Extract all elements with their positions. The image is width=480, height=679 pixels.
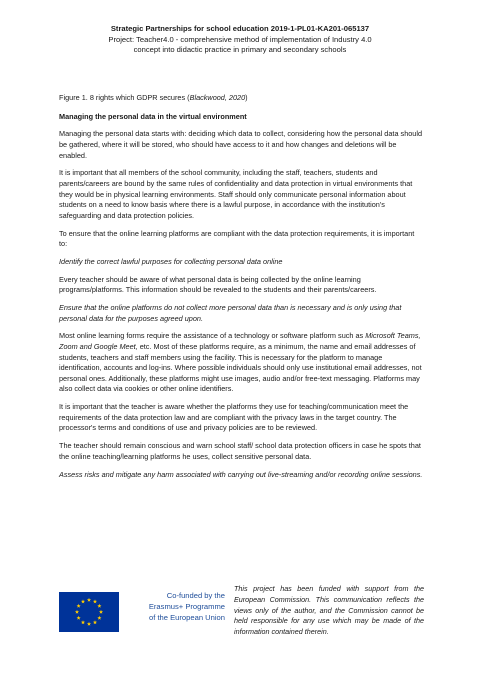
lawful-purposes-note: Identify the correct lawful purposes for collecting personal data online bbox=[59, 256, 283, 266]
paragraph-2: It is important that all members of the school community, including the staff, teachers, students and parents/careers are bound by the same rules of confidentiality and data protection in virtual environments that they would be in physical learning environments. Staff should only communicate personal information about students on a need to know basis where there is a lawful purpose, in accordance with the institution's safeguarding and data protection policies. bbox=[59, 168, 413, 220]
eu-line-2: Erasmus+ Programme bbox=[148, 602, 225, 611]
paragraph-6 bbox=[59, 303, 423, 324]
project-subtitle-line2: concept into didactic practice in primary and secondary schools bbox=[133, 45, 347, 54]
page-footer bbox=[59, 584, 424, 644]
eu-line-3: of the European Union bbox=[149, 613, 225, 622]
paragraph-1: Managing the personal data starts with: deciding which data to collect, considering how the personal data should be gathered, where it will be stored, who should have access to it and how changes and deletions will be enabled. bbox=[59, 129, 423, 160]
erasmus-cofunding-label bbox=[125, 590, 225, 623]
page-header bbox=[60, 24, 420, 56]
minimal-data-note: Ensure that the online platforms do not collect more personal data than is necessary and is only using that personal data for the purposes agreed upon. bbox=[59, 303, 402, 323]
platform-names: Microsoft Teams, Zoom and Google Meet, bbox=[59, 331, 421, 351]
paragraph-5: Every teacher should be aware of what personal data is being collected by the online learning programs/platforms. This information should be revealed to the students and their parents/careers. bbox=[59, 274, 377, 295]
eu-flag-icon bbox=[59, 592, 119, 632]
figure-caption bbox=[59, 93, 423, 104]
paragraph-7 bbox=[59, 331, 423, 395]
paragraph-10 bbox=[59, 470, 423, 481]
section-heading: Managing the personal data in the virtual environment bbox=[59, 111, 247, 121]
funding-disclaimer: This project has been funded with support from the European Commission. This communication reflects the views only of the author, and the Commission cannot be held responsible for any use which may be made of the information contained therein. bbox=[234, 584, 424, 637]
p7-end: etc. Most of these platforms require, as a minimum, the name and email addresses of students, teachers and staff members using the facility. This is necessary for the platform to manage identification, accounts and log-ins. Where possible individuals should only use institutional email addresses, not personal ones. Additionally, these platforms might use images, audio and/or free-text messaging. Platforms may also collect data via cookies or other online identifiers. bbox=[59, 342, 422, 394]
document-body bbox=[59, 93, 423, 487]
caption-source: Blackwood, 2020 bbox=[189, 93, 246, 102]
risk-note: Assess risks and mitigate any harm associated with carrying out live-streaming and/or recording online sessions. bbox=[59, 469, 423, 479]
paragraph-8: It is important that the teacher is aware whether the platforms they use for teaching/communication meet the requirements of the data protection law and are compliant with the privacy laws in the target country. The processor's terms and conditions of use and privacy policies are to be reviewed. bbox=[59, 402, 409, 433]
paragraph-4 bbox=[59, 257, 423, 268]
paragraph-3: To ensure that the online learning platforms are compliant with the data protection requirements, it is important to: bbox=[59, 228, 415, 249]
project-title: Strategic Partnerships for school education 2019-1-PL01-KA201-065137 bbox=[110, 24, 370, 33]
project-subtitle-line1: Project: Teacher4.0 - comprehensive method of implementation of Industry 4.0 bbox=[108, 34, 372, 44]
caption-prefix: Figure 1. 8 rights which GDPR secures ( bbox=[59, 93, 190, 102]
paragraph-9: The teacher should remain conscious and warn school staff/ school data protection officers in case he spots that the online teaching/learning platforms he uses, collect sensitive personal data. bbox=[59, 441, 421, 461]
caption-suffix: ) bbox=[245, 93, 248, 102]
eu-line-1: Co-funded by the bbox=[166, 591, 225, 600]
p7-start: Most online learning forms require the assistance of a technology or software platform such as bbox=[59, 331, 366, 341]
